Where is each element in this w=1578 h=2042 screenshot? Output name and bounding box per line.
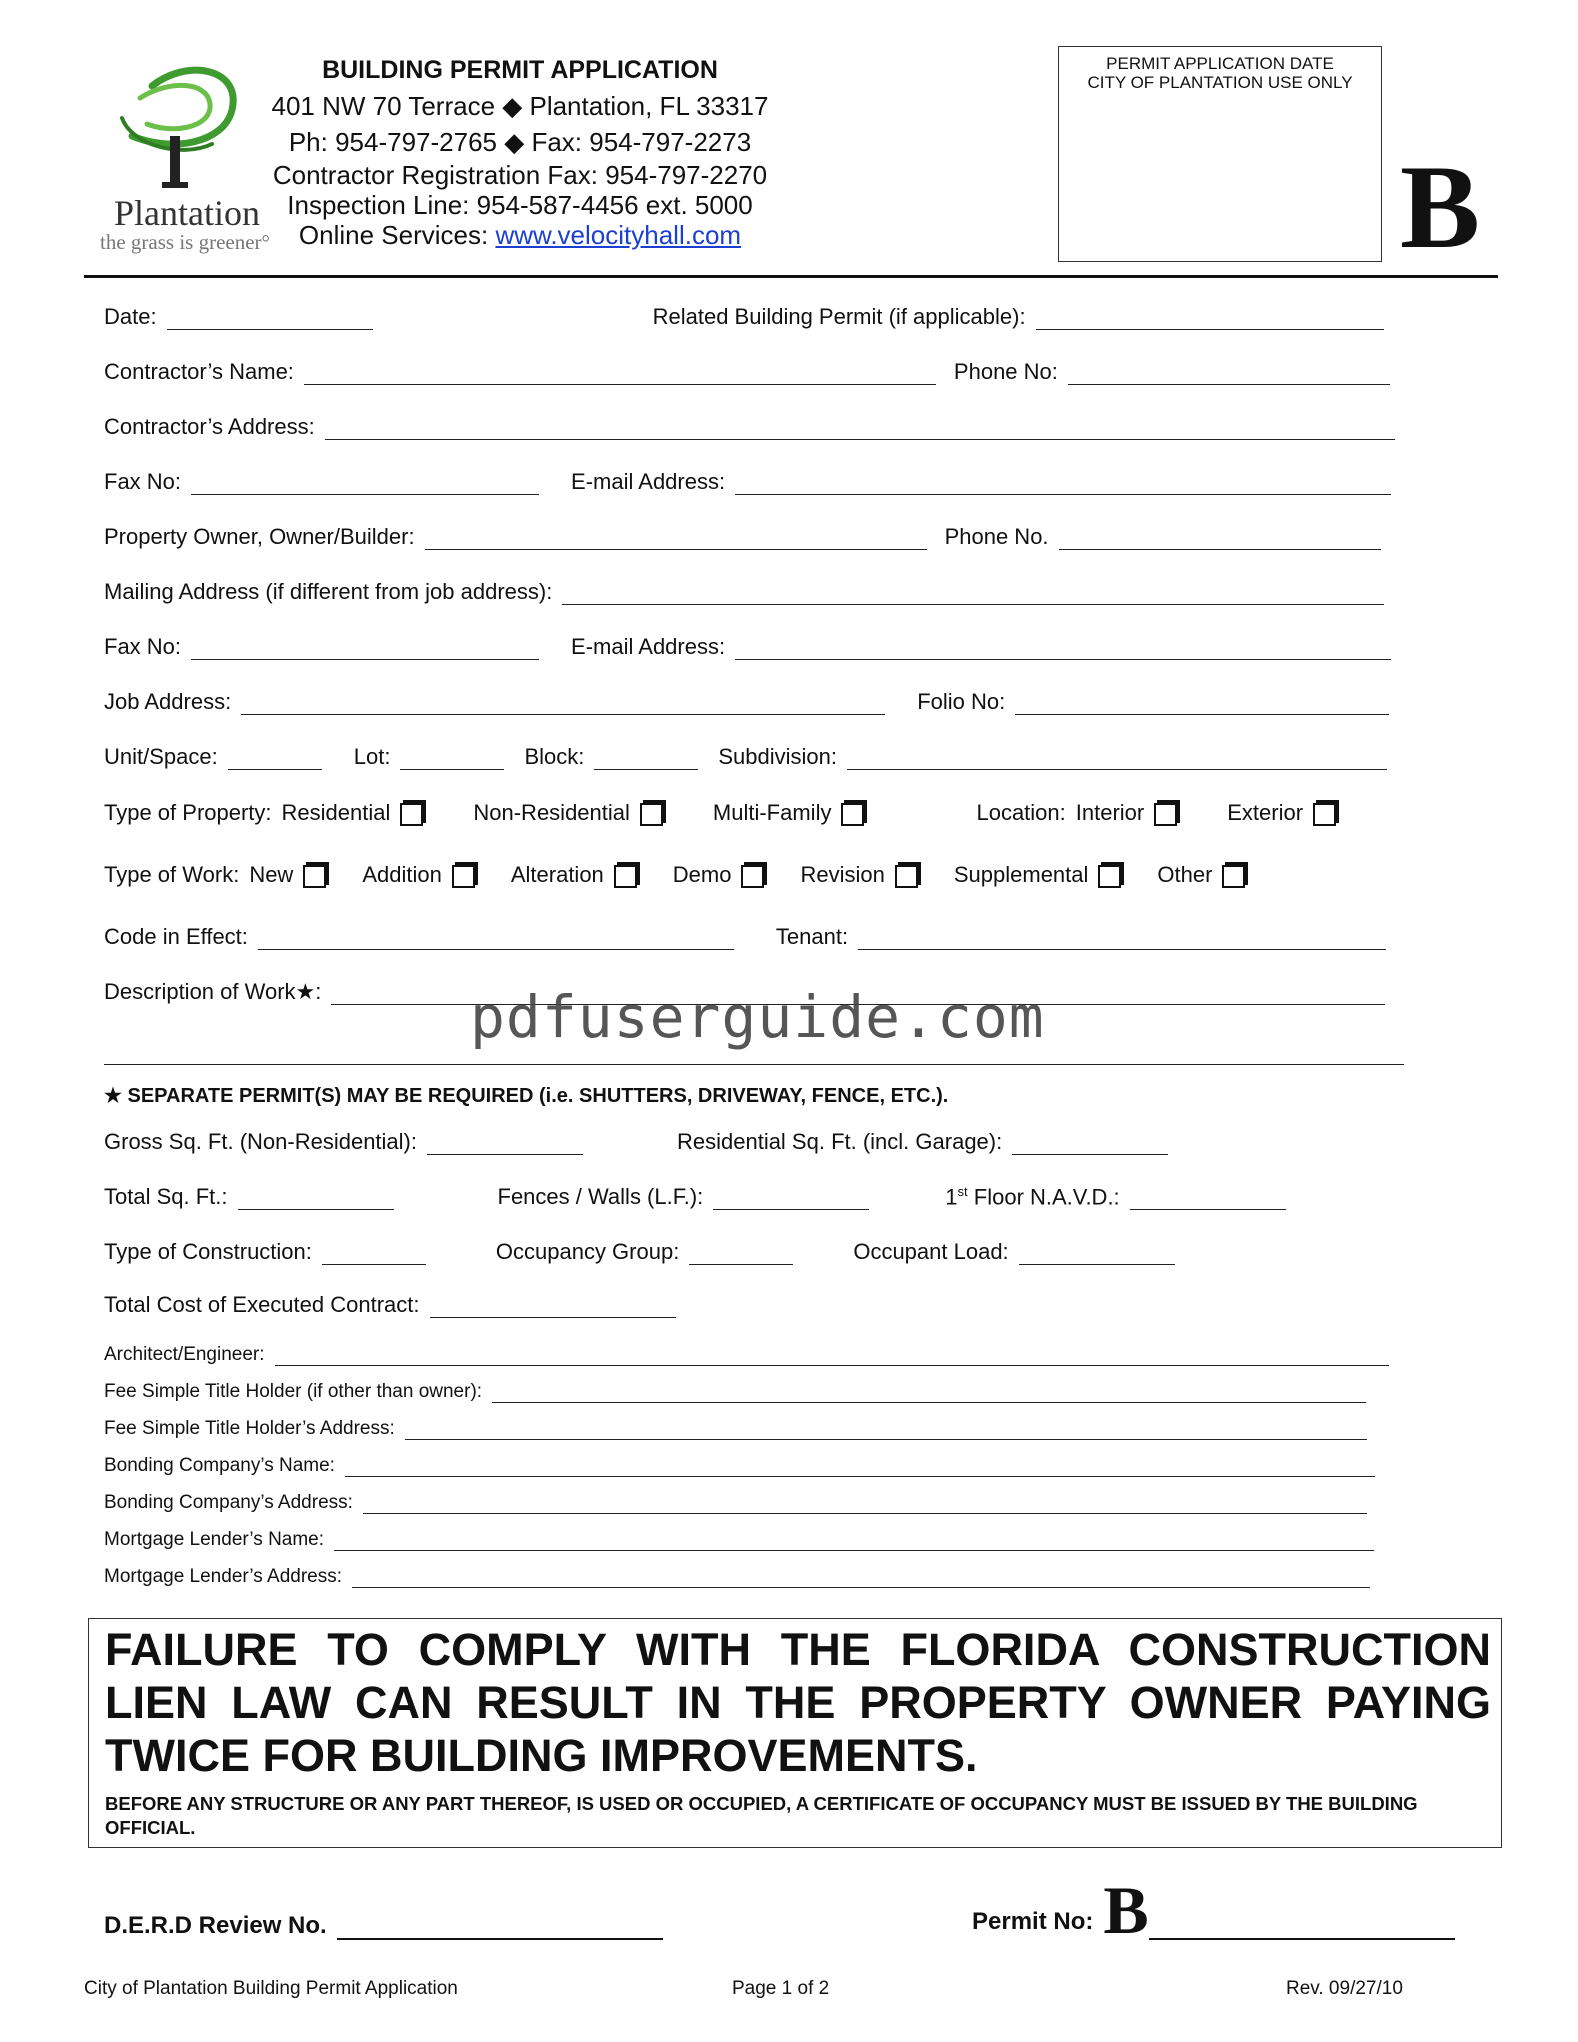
contractor-fax-label: Fax No:	[104, 469, 182, 494]
non-residential-label: Non-Residential	[473, 800, 630, 825]
floor-navd-text: Floor N.A.V.D.:	[967, 1184, 1120, 1209]
tenant-field[interactable]	[858, 927, 1386, 950]
description-label: Description of Work★:	[104, 979, 322, 1004]
row-sqft	[104, 1125, 1168, 1155]
use-box-line1: PERMIT APPLICATION DATE	[1106, 54, 1334, 73]
occupancy-field[interactable]	[689, 1242, 793, 1265]
row-code-tenant	[104, 920, 1386, 950]
row-mortgage-address	[104, 1562, 1370, 1588]
row-architect	[104, 1340, 1389, 1366]
contractor-name-field[interactable]	[304, 362, 936, 385]
owner-email-label: E-mail Address:	[571, 634, 726, 659]
header-contact-block	[240, 52, 800, 250]
owner-phone-label: Phone No.	[944, 524, 1049, 549]
row-owner-fax-email	[104, 630, 1391, 660]
other-label: Other	[1157, 862, 1213, 887]
architect-label: Architect/Engineer:	[104, 1344, 265, 1365]
logo-name: Plantation	[114, 193, 260, 233]
contractor-phone-label: Phone No:	[953, 359, 1058, 384]
bonding-name-label: Bonding Company’s Name:	[104, 1455, 335, 1476]
row-fee-holder-address	[104, 1414, 1367, 1440]
footer-page-number: Page 1 of 2	[732, 1978, 830, 1999]
row-derd-review	[104, 1900, 663, 1940]
header-divider	[84, 275, 1498, 278]
lot-field[interactable]	[400, 747, 504, 770]
floor-navd-label	[945, 1184, 1129, 1210]
footer-title: City of Plantation Building Permit Application	[84, 1978, 458, 1999]
location-label: Location:	[976, 800, 1066, 825]
row-fee-holder	[104, 1377, 1366, 1403]
row-permit-no	[972, 1872, 1455, 1948]
owner-phone-field[interactable]	[1059, 527, 1381, 550]
new-checkbox[interactable]	[303, 865, 326, 888]
row-total-sqft	[104, 1180, 1286, 1210]
city-use-only-box	[1058, 46, 1382, 262]
demo-label: Demo	[672, 862, 732, 887]
occupant-load-field[interactable]	[1019, 1242, 1175, 1265]
floor-ordinal: st	[957, 1183, 968, 1199]
derd-label: D.E.R.D Review No.	[104, 1912, 327, 1939]
mortgage-name-label: Mortgage Lender’s Name:	[104, 1529, 325, 1550]
owner-email-field[interactable]	[735, 637, 1391, 660]
contractor-name-label: Contractor’s Name:	[104, 359, 294, 384]
description-field-line2[interactable]	[104, 1064, 1404, 1065]
row-mortgage-name	[104, 1525, 1374, 1551]
related-permit-label: Related Building Permit (if applicable):	[652, 304, 1026, 329]
mailing-address-label: Mailing Address (if different from job address):	[104, 579, 553, 604]
total-cost-label: Total Cost of Executed Contract:	[104, 1292, 420, 1317]
subdivision-field[interactable]	[847, 747, 1387, 770]
fee-holder-field[interactable]	[492, 1384, 1366, 1403]
row-contractor-address	[104, 410, 1395, 440]
row-date	[104, 300, 1384, 330]
res-sqft-label: Residential Sq. Ft. (incl. Garage):	[676, 1129, 1003, 1154]
res-sqft-field[interactable]	[1012, 1132, 1168, 1155]
online-services-label: Online Services:	[298, 220, 496, 250]
addition-label: Addition	[362, 862, 442, 887]
construction-label: Type of Construction:	[104, 1239, 312, 1264]
subdivision-label: Subdivision:	[718, 744, 837, 769]
separate-permit-note: ★ SEPARATE PERMIT(S) MAY BE REQUIRED (i.e. SHUTTERS, DRIVEWAY, FENCE, ETC.).	[104, 1085, 949, 1107]
exterior-label: Exterior	[1227, 800, 1304, 825]
contractor-email-field[interactable]	[735, 472, 1391, 495]
total-cost-field[interactable]	[430, 1295, 676, 1318]
contractor-address-field[interactable]	[325, 417, 1395, 440]
velocityhall-link[interactable]: www.velocityhall.com	[495, 220, 742, 250]
use-box-line2: CITY OF PLANTATION USE ONLY	[1087, 73, 1353, 92]
mortgage-address-label: Mortgage Lender’s Address:	[104, 1566, 343, 1587]
occupant-load-label: Occupant Load:	[853, 1239, 1009, 1264]
total-sqft-label: Total Sq. Ft.:	[104, 1184, 228, 1209]
occupancy-label: Occupancy Group:	[495, 1239, 680, 1264]
fences-field[interactable]	[713, 1187, 869, 1210]
interior-label: Interior	[1075, 800, 1145, 825]
permit-no-field[interactable]	[1149, 1916, 1455, 1940]
construction-field[interactable]	[322, 1242, 426, 1265]
fee-holder-label: Fee Simple Title Holder (if other than owner):	[104, 1381, 483, 1402]
related-permit-field[interactable]	[1036, 307, 1384, 330]
bonding-name-field[interactable]	[345, 1458, 1375, 1477]
folio-label: Folio No:	[917, 689, 1006, 714]
floor-number: 1	[945, 1184, 958, 1209]
fee-holder-address-label: Fee Simple Title Holder’s Address:	[104, 1418, 395, 1439]
row-construction	[104, 1235, 1175, 1265]
other-checkbox[interactable]	[1222, 865, 1245, 888]
lien-law-warning-box	[88, 1618, 1502, 1848]
folio-field[interactable]	[1015, 692, 1389, 715]
row-bonding-name	[104, 1451, 1375, 1477]
alteration-checkbox[interactable]	[614, 865, 637, 888]
code-label: Code in Effect:	[104, 924, 248, 949]
gross-sqft-label: Gross Sq. Ft. (Non-Residential):	[104, 1129, 417, 1154]
certificate-occupancy-notice: BEFORE ANY STRUCTURE OR ANY PART THEREOF, IS USED OR OCCUPIED, A CERTIFICATE OF OCCUPANCY MUST BE ISSUED BY THE BUILDING OFFICIAL.	[105, 1793, 1418, 1838]
row-bonding-address	[104, 1488, 1367, 1514]
exterior-checkbox[interactable]	[1313, 803, 1336, 826]
date-field[interactable]	[167, 307, 373, 330]
type-work-label: Type of Work:	[104, 862, 240, 887]
fee-holder-address-field[interactable]	[405, 1421, 1367, 1440]
owner-field[interactable]	[425, 527, 927, 550]
mortgage-address-field[interactable]	[352, 1569, 1370, 1588]
contractor-registration-fax: Contractor Registration Fax: 954-797-2270	[272, 160, 768, 190]
bonding-address-field[interactable]	[363, 1495, 1367, 1514]
inspection-line: Inspection Line: 954-587-4456 ext. 5000	[287, 190, 753, 220]
multi-family-checkbox[interactable]	[841, 803, 864, 826]
contractor-fax-field[interactable]	[191, 472, 539, 495]
row-contractor-fax-email	[104, 465, 1391, 495]
new-label: New	[249, 862, 294, 887]
row-owner	[104, 520, 1381, 550]
contractor-address-label: Contractor’s Address:	[104, 414, 315, 439]
supplemental-label: Supplemental	[953, 862, 1089, 887]
multi-family-label: Multi-Family	[712, 800, 832, 825]
online-services	[240, 220, 800, 250]
contractor-phone-field[interactable]	[1068, 362, 1390, 385]
footer-revision: Rev. 09/27/10	[1286, 1978, 1403, 1999]
row-type-of-property	[104, 796, 1336, 826]
block-label: Block:	[524, 744, 585, 769]
row-total-cost	[104, 1288, 676, 1318]
total-sqft-field[interactable]	[238, 1187, 394, 1210]
derd-field[interactable]	[337, 1916, 663, 1940]
revision-checkbox[interactable]	[895, 865, 918, 888]
unit-field[interactable]	[228, 747, 322, 770]
row-type-of-work	[104, 858, 1245, 888]
block-field[interactable]	[594, 747, 698, 770]
floor-navd-field[interactable]	[1130, 1187, 1286, 1210]
alteration-label: Alteration	[510, 862, 604, 887]
mailing-address-field[interactable]	[562, 582, 1384, 605]
tenant-label: Tenant:	[775, 924, 849, 949]
type-property-label: Type of Property:	[104, 800, 272, 825]
row-contractor-name	[104, 355, 1390, 385]
supplemental-checkbox[interactable]	[1098, 865, 1121, 888]
form-title: BUILDING PERMIT APPLICATION	[322, 56, 718, 84]
non-residential-checkbox[interactable]	[640, 803, 663, 826]
gross-sqft-field[interactable]	[427, 1132, 583, 1155]
job-address-label: Job Address:	[104, 689, 232, 714]
permit-no-label: Permit No:	[972, 1908, 1094, 1935]
architect-field[interactable]	[275, 1347, 1389, 1366]
addition-checkbox[interactable]	[452, 865, 475, 888]
row-unit-lot	[104, 740, 1387, 770]
mortgage-name-field[interactable]	[334, 1532, 1374, 1551]
unit-label: Unit/Space:	[104, 744, 218, 769]
residential-label: Residential	[281, 800, 391, 825]
bonding-address-label: Bonding Company’s Address:	[104, 1492, 353, 1513]
owner-label: Property Owner, Owner/Builder:	[104, 524, 415, 549]
lien-law-warning: FAILURE TO COMPLY WITH THE FLORIDA CONSTRUCTION LIEN LAW CAN RESULT IN THE PROPERTY OWNER PAYING TWICE FOR BUILDING IMPROVEMENTS.	[105, 1624, 1491, 1781]
permit-no-prefix: B	[1103, 1872, 1149, 1948]
owner-fax-field[interactable]	[191, 637, 539, 660]
office-phone-fax: Ph: 954-797-2765 ◆ Fax: 954-797-2273	[288, 127, 752, 157]
owner-fax-label: Fax No:	[104, 634, 182, 659]
row-mailing-address	[104, 575, 1384, 605]
interior-checkbox[interactable]	[1154, 803, 1177, 826]
logo-tagline: the grass is greener°	[100, 230, 270, 254]
contractor-email-label: E-mail Address:	[571, 469, 726, 494]
date-label: Date:	[104, 304, 157, 329]
job-address-field[interactable]	[241, 692, 885, 715]
permit-type-letter: B	[1400, 140, 1481, 273]
residential-checkbox[interactable]	[400, 803, 423, 826]
code-field[interactable]	[258, 927, 734, 950]
lot-label: Lot:	[353, 744, 391, 769]
demo-checkbox[interactable]	[741, 865, 764, 888]
watermark: pdfuserguide.com	[470, 983, 1045, 1051]
fences-label: Fences / Walls (L.F.):	[497, 1184, 704, 1209]
row-job-address	[104, 685, 1389, 715]
office-address: 401 NW 70 Terrace ◆ Plantation, FL 33317	[271, 91, 769, 121]
revision-label: Revision	[800, 862, 885, 887]
